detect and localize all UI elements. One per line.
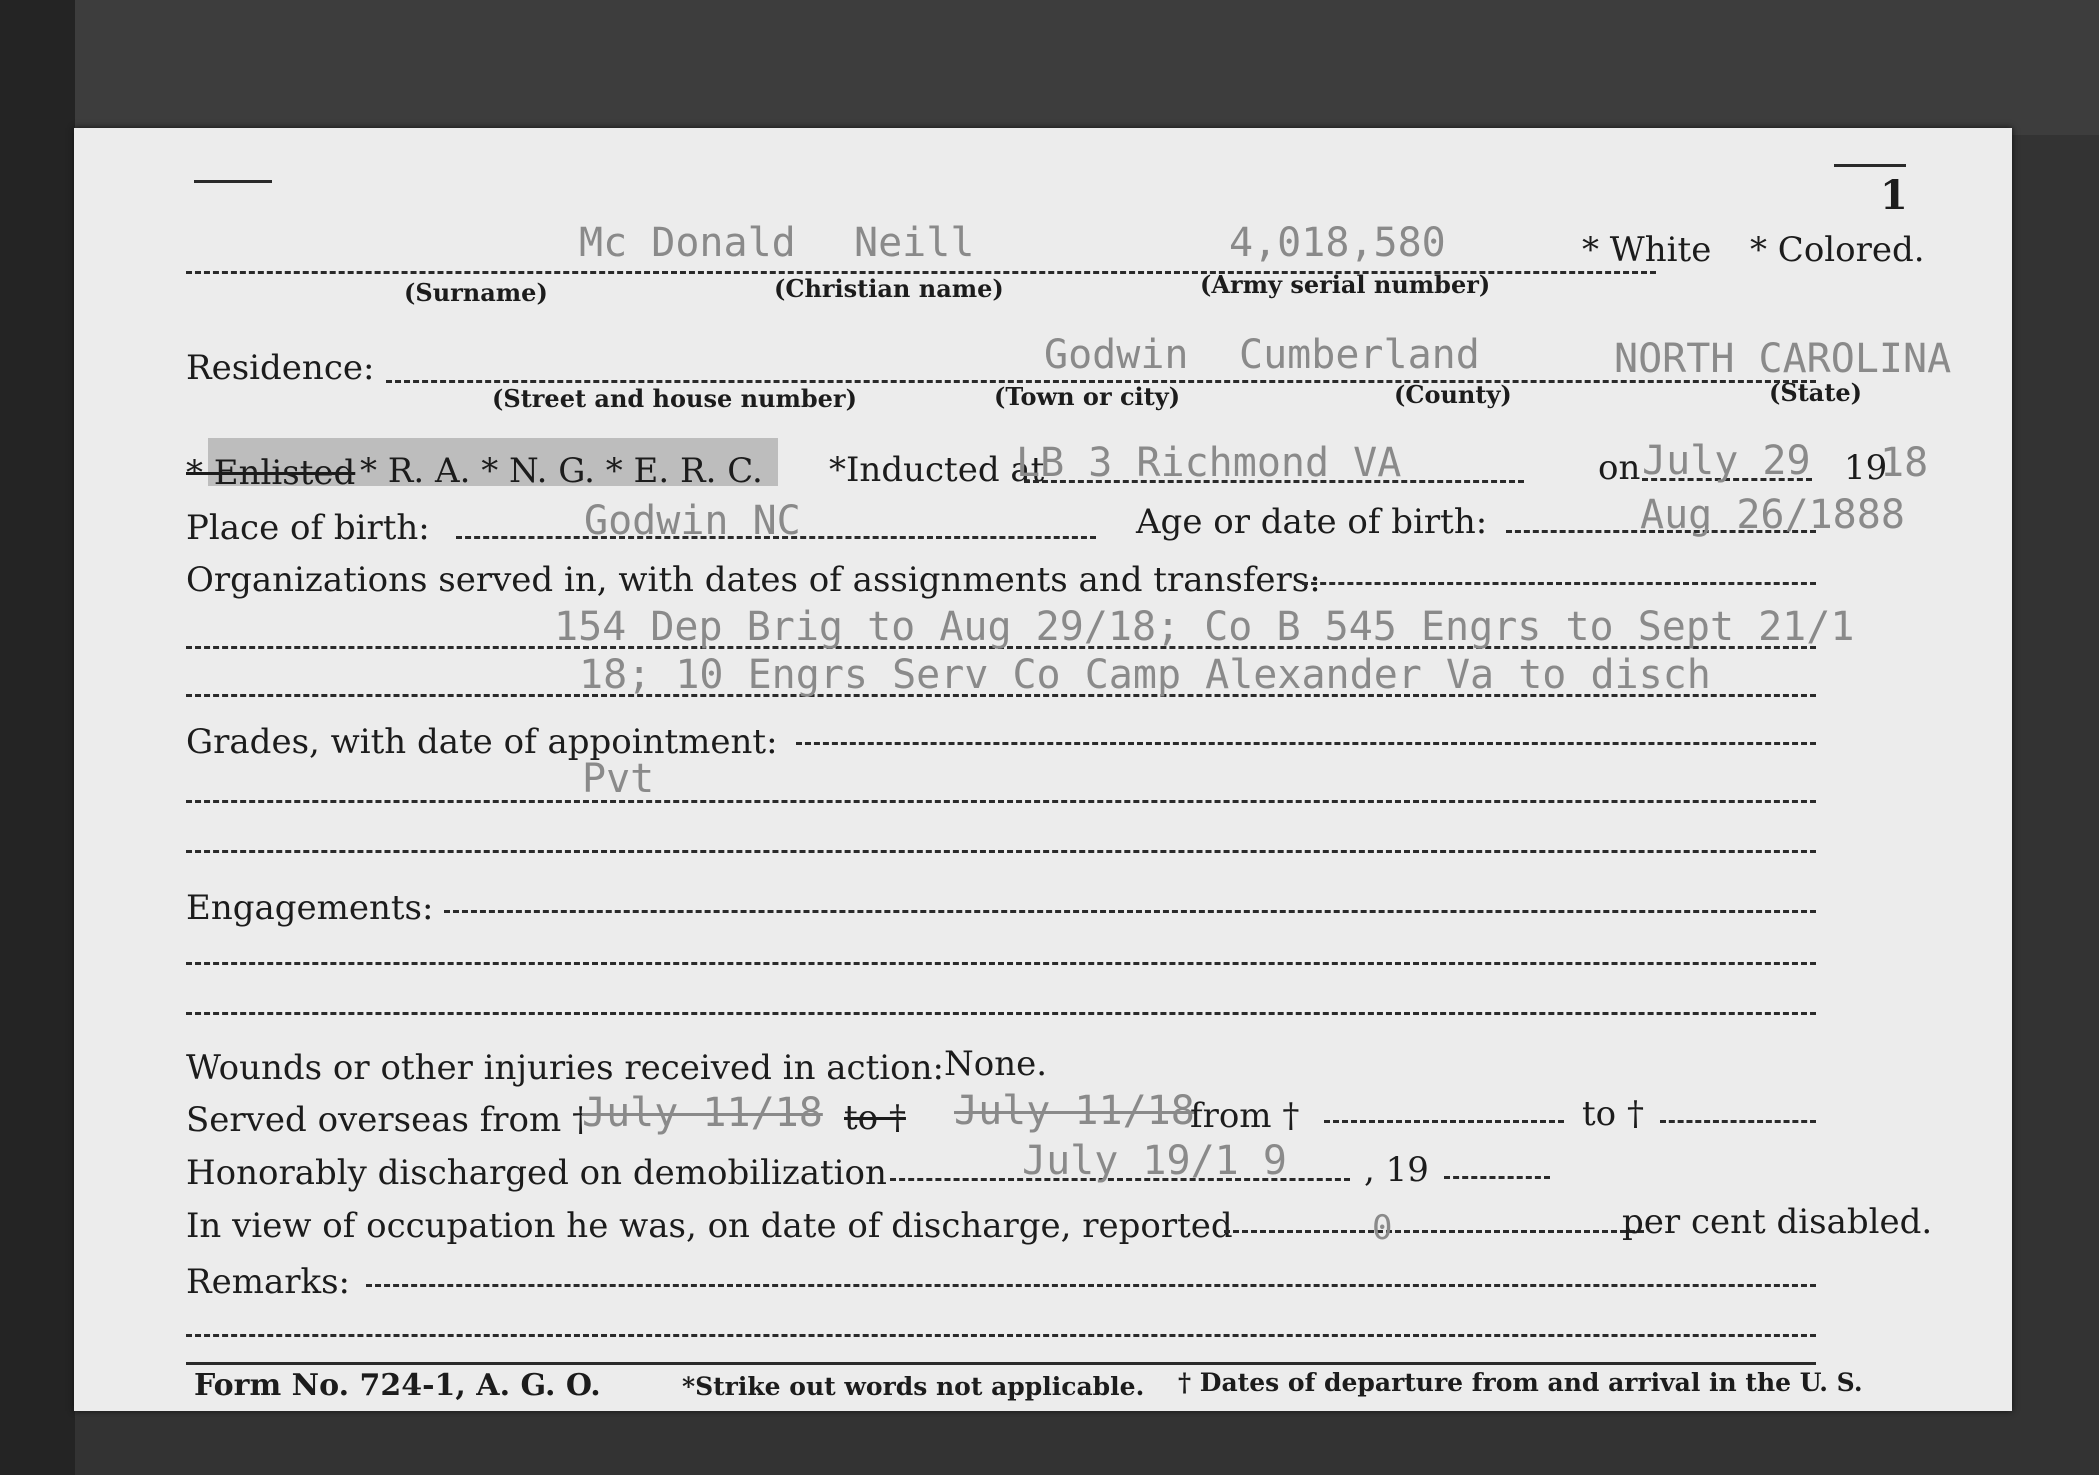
overseas-to-label-2: to † — [1582, 1094, 1644, 1134]
grades-value: Pvt — [582, 756, 655, 802]
date-of-birth-label: Age or date of birth: — [1136, 502, 1488, 542]
wounds-label: Wounds or other injuries received in action: — [186, 1048, 944, 1088]
caption-county: (County) — [1394, 380, 1512, 409]
colored-option: * Colored. — [1750, 230, 1925, 270]
form-number: Form No. 724-1, A. G. O. — [194, 1368, 601, 1403]
disability-label: In view of occupation he was, on date of discharge, reported — [186, 1206, 1233, 1246]
place-of-birth-label: Place of birth: — [186, 508, 430, 548]
inducted-at-label: *Inducted at — [829, 450, 1045, 490]
caption-serial-number: (Army serial number) — [1200, 270, 1491, 299]
caption-christian-name: (Christian name) — [774, 274, 1004, 303]
footer-rule — [186, 1362, 1816, 1365]
remarks-label: Remarks: — [186, 1262, 350, 1302]
caption-state: (State) — [1769, 378, 1863, 407]
dark-background — [0, 0, 2099, 135]
service-options: * R. A. * N. G. * E. R. C. — [360, 451, 763, 491]
discharge-year-label: , 19 — [1364, 1150, 1429, 1190]
organizations-entry-1: 154 Dep Brig to Aug 29/18; Co B 545 Engrs to Sept 21/1 — [554, 604, 1855, 650]
white-option: * White — [1582, 230, 1712, 270]
residence-county: Cumberland — [1239, 332, 1480, 378]
overseas-from-line-2 — [1324, 1120, 1564, 1123]
grades-line-1 — [186, 800, 1816, 803]
residence-state: NORTH CAROLINA — [1614, 336, 1952, 382]
discharge-label: Honorably discharged on demobilization — [186, 1153, 887, 1193]
grades-line-0 — [796, 742, 1816, 745]
dates-note: † Dates of departure from and arrival in the U. S. — [1178, 1368, 1863, 1397]
grades-line-2 — [186, 850, 1816, 853]
organizations-entry-2: 18; 10 Engrs Serv Co Camp Alexander Va to disch — [579, 652, 1711, 698]
inducted-at-place: LB 3 Richmond VA — [1016, 440, 1402, 486]
on-label: on — [1598, 448, 1641, 488]
place-of-birth-value: Godwin NC — [584, 498, 801, 544]
caption-surname: (Surname) — [404, 278, 548, 307]
organizations-line-0 — [1302, 582, 1816, 585]
grades-label: Grades, with date of appointment: — [186, 722, 778, 762]
overseas-to-line-2 — [1660, 1120, 1816, 1123]
surname-value: Mc Donald — [579, 220, 796, 266]
residence-town: Godwin — [1044, 332, 1189, 378]
enlisted-option: * Enlisted — [186, 453, 356, 493]
serial-number-value: 4,018,580 — [1229, 220, 1446, 266]
induction-year-printed: 19 — [1844, 448, 1888, 488]
induction-date: July 29 — [1642, 438, 1811, 484]
discharge-date: July 19/1 9 — [1022, 1138, 1287, 1184]
remarks-line-1 — [186, 1334, 1816, 1337]
engagements-line-1 — [186, 962, 1816, 965]
wounds-value: None. — [944, 1044, 1048, 1084]
served-overseas-label: Served overseas from † — [186, 1100, 590, 1140]
overseas-from-label-2: from † — [1190, 1096, 1300, 1136]
overseas-to-label: to † — [844, 1098, 906, 1138]
disability-suffix: per cent disabled. — [1622, 1202, 1933, 1242]
overseas-to-date: July 11/18 — [954, 1088, 1195, 1134]
date-of-birth-value: Aug 26/1888 — [1640, 492, 1905, 538]
top-left-rule — [194, 180, 272, 183]
overseas-from-date: July 11/18 — [582, 1090, 823, 1136]
christian-name-value: Neill — [854, 220, 975, 266]
organizations-label: Organizations served in, with dates of assignments and transfers: — [186, 560, 1321, 600]
remarks-line-0 — [366, 1284, 1816, 1287]
card-number: 1 — [1880, 172, 1908, 219]
caption-town: (Town or city) — [994, 382, 1181, 411]
induction-year-typed: 18 — [1880, 440, 1929, 486]
service-record-card — [74, 128, 2012, 1411]
discharge-year-line — [1444, 1176, 1550, 1179]
engagements-label: Engagements: — [186, 888, 434, 928]
engagements-line-0 — [444, 910, 1816, 913]
caption-street: (Street and house number) — [492, 384, 857, 413]
engagements-line-2 — [186, 1012, 1816, 1015]
top-right-rule — [1834, 164, 1906, 167]
left-edge-shadow — [0, 0, 75, 1475]
disability-line — [1224, 1230, 1644, 1233]
disability-value: 0 — [1372, 1208, 1393, 1248]
strike-out-note: *Strike out words not applicable. — [682, 1372, 1145, 1401]
residence-label: Residence: — [186, 348, 375, 388]
